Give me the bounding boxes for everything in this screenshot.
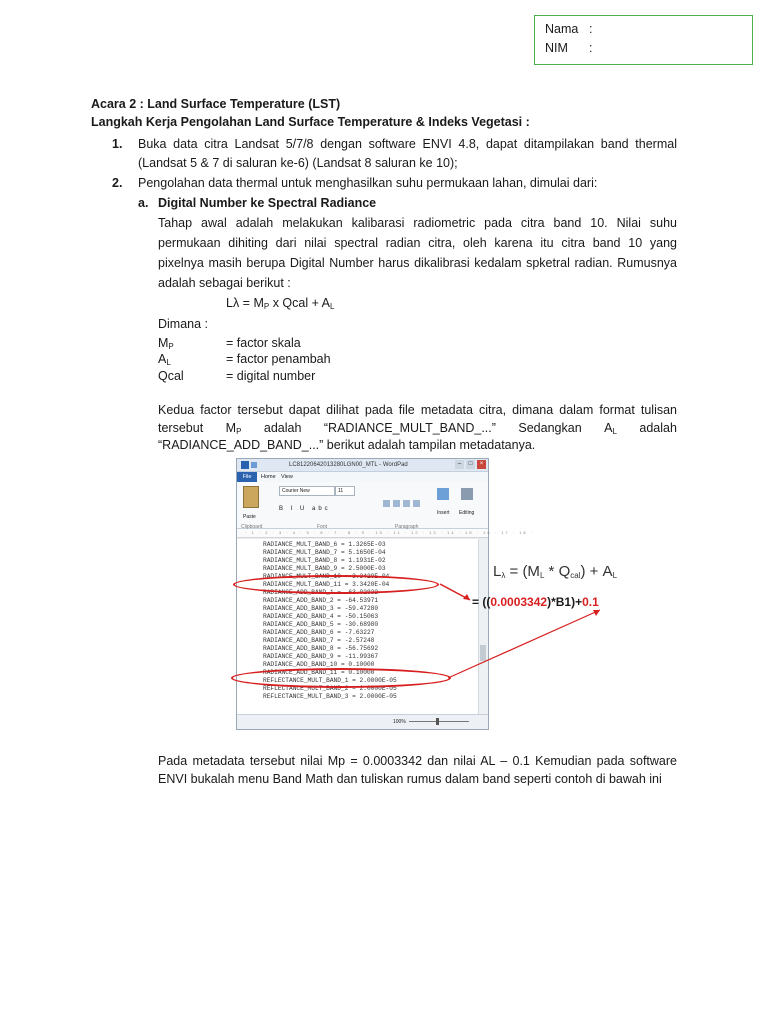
metadata-line: RADIANCE_MULT_BAND_7 = 5.1650E-04 bbox=[263, 549, 386, 556]
para1-line4: adalah sebagai berikut : bbox=[158, 276, 291, 290]
zoom-slider-track bbox=[409, 721, 469, 722]
zoom-slider-knob bbox=[436, 718, 439, 725]
para1-line2: permukaan dihiting dari nilai spectral radian citra, oleh karena itu citra band 10 yang bbox=[158, 236, 677, 250]
step2-text: Pengolahan data thermal untuk menghasilkan suhu permukaan lahan, dimulai dari: bbox=[138, 176, 598, 190]
def-al-symbol: $A_L$ bbox=[158, 352, 171, 367]
metadata-line: RADIANCE_ADD_BAND_5 = -30.68980 bbox=[263, 621, 379, 628]
group-paragraph: Paragraph bbox=[395, 524, 419, 530]
paragraph-icons bbox=[383, 500, 420, 507]
metadata-line: RADIANCE_ADD_BAND_3 = -59.47280 bbox=[263, 605, 379, 612]
annotation-calculation: = ((0.0003342)*B1)+0.1 bbox=[472, 595, 599, 609]
maximize-icon: □ bbox=[466, 460, 475, 469]
metadata-line: RADIANCE_ADD_BAND_6 = -7.63227 bbox=[263, 629, 375, 636]
wordpad-titlebar bbox=[237, 459, 488, 472]
step1-line1: Buka data citra Landsat 5/7/8 dengan software ENVI 4.8, dapat ditampilakan band thermal bbox=[138, 137, 677, 151]
editing-label: Editing bbox=[459, 510, 475, 516]
wordpad-ruler: · 1 · 2 · 3 · 4 · 5 · 6 · 7 · 8 · 9 · 10 · 11 · 12 · 13 · 14 · 15 · 16 · 17 · 18 · bbox=[237, 529, 488, 538]
group-clipboard: Clipboard bbox=[241, 524, 263, 530]
metadata-line: RADIANCE_ADD_BAND_11 = 0.10000 bbox=[263, 669, 375, 676]
para1-line3: pixelnya masih berupa Digital Number harus dikalibrasi kedalam spketral radian. Rumusnya bbox=[158, 256, 677, 270]
annotation-arrows bbox=[430, 570, 610, 690]
wordpad-statusbar bbox=[237, 714, 488, 729]
metadata-line: RADIANCE_MULT_BAND_8 = 1.1931E-02 bbox=[263, 557, 386, 564]
para2-line1: Kedua factor tersebut dapat dilihat pada file metadata citra, dimana dalam format tulisan bbox=[158, 403, 677, 417]
name-box bbox=[534, 15, 753, 65]
para1-line1: Tahap awal adalah melakukan kalibarasi radiometric pada citra band 10. Nilai suhu bbox=[158, 216, 677, 230]
metadata-line: RADIANCE_MULT_BAND_10 = 3.3420E-04 bbox=[263, 573, 390, 580]
metadata-line: RADIANCE_ADD_BAND_4 = -50.15063 bbox=[263, 613, 379, 620]
metadata-line: RADIANCE_ADD_BAND_8 = -56.75692 bbox=[263, 645, 379, 652]
minimize-icon: – bbox=[455, 460, 464, 469]
para2-line2: tersebut $M_P$ adalah “RADIANCE_MULT_BAND_...” Sedangkan $A_L$ adalah bbox=[158, 421, 677, 436]
save-icon bbox=[241, 461, 249, 469]
metadata-line: RADIANCE_MULT_BAND_6 = 1.3265E-03 bbox=[263, 541, 386, 548]
arrow-line-add bbox=[448, 610, 600, 678]
insert-label: Insert bbox=[437, 510, 450, 516]
metadata-line: RADIANCE_ADD_BAND_10 = 0.10000 bbox=[263, 661, 375, 668]
radiance-equation: $L\lambda = M_P$ x Qcal + $A_L$ bbox=[226, 296, 335, 311]
heading-acara: Acara 2 : Land Surface Temperature (LST) bbox=[91, 97, 341, 111]
para3-line1: Pada metadata tersebut nilai Mp = 0.0003342 dan nilai AL – 0.1 Kemudian pada software bbox=[158, 754, 677, 768]
def-al-desc: = factor penambah bbox=[226, 352, 331, 366]
wordpad-title: LC81220642013280LGN00_MTL - WordPad bbox=[289, 462, 408, 468]
nama-label: Nama bbox=[545, 22, 579, 36]
sub-a-title: Digital Number ke Spectral Radiance bbox=[158, 196, 377, 210]
metadata-line: RADIANCE_ADD_BAND_9 = -11.99367 bbox=[263, 653, 379, 660]
def-qcal-symbol: Qcal bbox=[158, 369, 184, 383]
close-icon: × bbox=[477, 460, 486, 469]
metadata-line: REFLECTANCE_MULT_BAND_3 = 2.0000E-05 bbox=[263, 693, 397, 700]
annotation-formula: $L_\lambda = (M_L * Q_{cal}) + A_L$ bbox=[493, 563, 618, 580]
format-icons: B I U abc bbox=[279, 506, 331, 512]
tab-view: View bbox=[281, 474, 293, 480]
highlight-add-band10 bbox=[231, 668, 451, 688]
step1-line2: (Landsat 5 & 7 di saluran ke-6) (Landsat 8 saluran ke 10); bbox=[138, 156, 458, 170]
nim-label: NIM bbox=[545, 41, 568, 55]
undo-icon bbox=[251, 462, 257, 468]
metadata-line: RADIANCE_ADD_BAND_1 = -63.02832 bbox=[263, 589, 379, 596]
editing-icon bbox=[461, 488, 473, 500]
metadata-line: RADIANCE_MULT_BAND_11 = 3.3420E-04 bbox=[263, 581, 390, 588]
sub-a-number: a. bbox=[138, 196, 149, 210]
para3-line2: ENVI bukalah menu Band Math dan tuliskan rumus dalam band seperti contoh di bawah ini bbox=[158, 772, 662, 786]
wordpad-tabs bbox=[237, 472, 488, 482]
group-font: Font bbox=[317, 524, 328, 530]
metadata-line: RADIANCE_ADD_BAND_7 = -2.57248 bbox=[263, 637, 375, 644]
nim-colon: : bbox=[589, 41, 593, 55]
font-select: Courier New bbox=[279, 486, 335, 496]
def-qcal-desc: = digital number bbox=[226, 369, 316, 383]
def-mp-symbol: $M_P$ bbox=[158, 336, 174, 351]
tab-home: Home bbox=[261, 474, 276, 480]
def-mp-desc: = factor skala bbox=[226, 336, 301, 350]
step2-number: 2. bbox=[112, 176, 123, 190]
highlight-mult-band10 bbox=[233, 575, 439, 594]
heading-langkah: Langkah Kerja Pengolahan Land Surface Temperature & Indeks Vegetasi : bbox=[91, 115, 530, 129]
size-select: 11 bbox=[335, 486, 355, 496]
zoom-level: 100% bbox=[393, 719, 406, 725]
step1-number: 1. bbox=[112, 137, 123, 151]
para2-line3: “RADIANCE_ADD_BAND_...” berikut adalah tampilan metadatanya. bbox=[158, 438, 536, 452]
insert-icon bbox=[437, 488, 449, 500]
metadata-line: RADIANCE_MULT_BAND_9 = 2.5000E-03 bbox=[263, 565, 386, 572]
metadata-line: REFLECTANCE_MULT_BAND_2 = 2.0000E-05 bbox=[263, 685, 397, 692]
nama-colon: : bbox=[589, 22, 593, 36]
tab-file: File bbox=[237, 472, 257, 482]
metadata-line: RADIANCE_ADD_BAND_2 = -64.53971 bbox=[263, 597, 379, 604]
dimana-label: Dimana : bbox=[158, 317, 209, 331]
paste-label: Paste bbox=[243, 514, 256, 520]
metadata-line: REFLECTANCE_MULT_BAND_1 = 2.0000E-05 bbox=[263, 677, 397, 684]
paste-icon bbox=[243, 486, 259, 508]
wordpad-ribbon bbox=[237, 482, 488, 529]
